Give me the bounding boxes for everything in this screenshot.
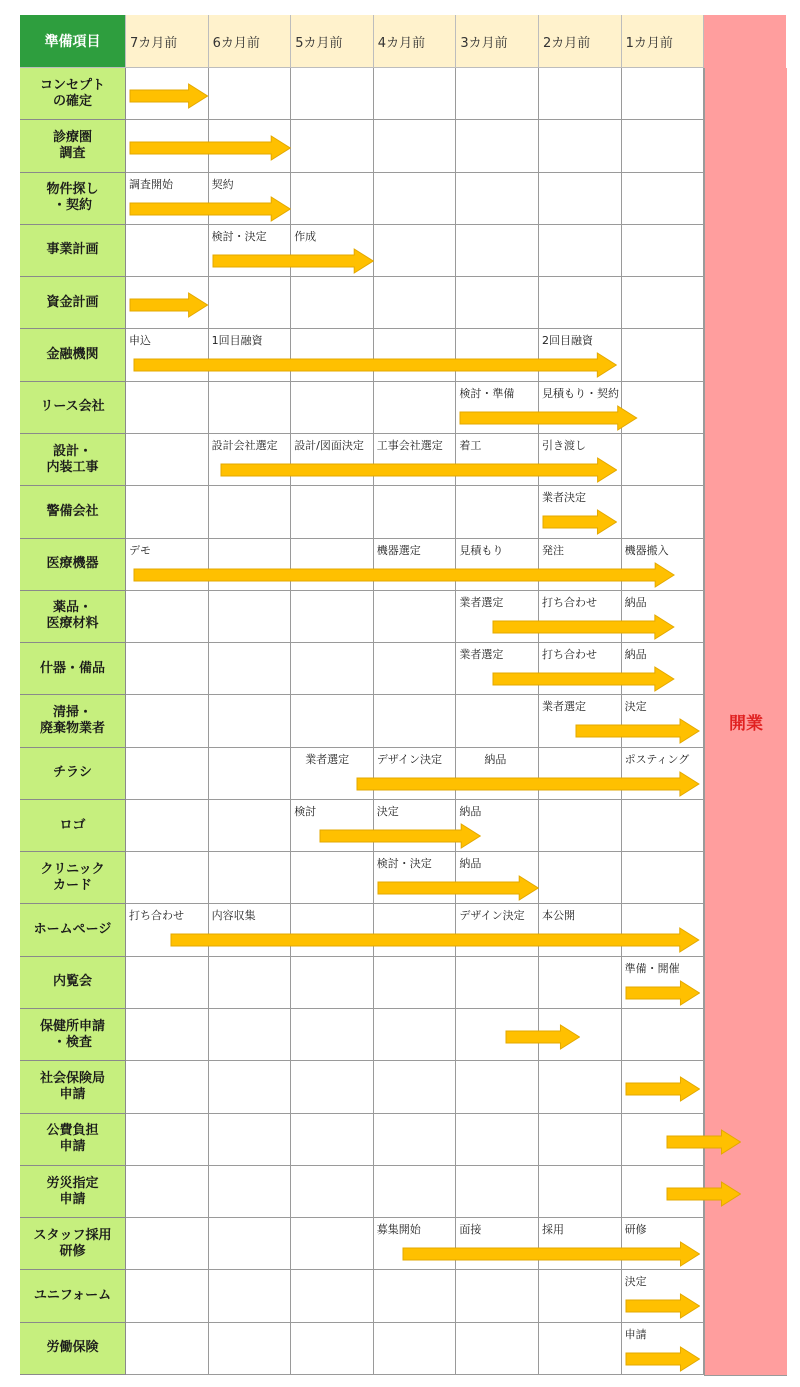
schedule-cell [374, 643, 457, 695]
milestone-note: 業者選定 [459, 648, 504, 662]
row-label: 薬品・ 医療材料 [46, 600, 99, 632]
timeline-arrow [220, 457, 618, 483]
header-month-6 [539, 15, 622, 68]
row-label-cell [20, 643, 126, 695]
header-month-2 [209, 15, 292, 68]
row-label: 警備会社 [46, 503, 99, 519]
header-month-4 [374, 15, 457, 68]
row-label: スタッフ採用 研修 [33, 1227, 112, 1259]
row-label-cell [20, 329, 126, 381]
row-label: ロゴ [59, 817, 86, 833]
milestone-note: 研修 [624, 1223, 647, 1237]
schedule-cell [126, 434, 209, 486]
schedule-cell [126, 852, 209, 904]
schedule-cell [374, 591, 457, 643]
milestone-note: 本公開 [542, 909, 575, 923]
schedule-cell [622, 120, 705, 172]
milestone-note: 引き渡し [542, 438, 586, 452]
milestone-note: 準備・開催 [624, 961, 680, 975]
schedule-cell [622, 329, 705, 381]
milestone-note: ポスティング [624, 752, 690, 766]
schedule-cell [126, 695, 209, 747]
timeline-arrow [129, 83, 209, 109]
schedule-cell [456, 225, 539, 277]
timeline-arrow [666, 1129, 741, 1155]
row-label-cell [20, 800, 126, 852]
header-month-label: 6カ月前 [212, 35, 260, 51]
header-month-7 [622, 15, 705, 68]
timeline-arrow [459, 405, 638, 431]
schedule-cell [209, 748, 292, 800]
milestone-note: 検討 [294, 804, 317, 818]
schedule-cell [291, 486, 374, 538]
header-month-3 [291, 15, 374, 68]
row-label: 金融機関 [46, 347, 99, 363]
header-month-label: 7カ月前 [130, 35, 178, 51]
timeline-arrow [377, 875, 539, 901]
milestone-note: 内容収集 [211, 909, 256, 923]
milestone-note: 業者選定 [459, 595, 504, 609]
milestone-note: 面接 [459, 1223, 482, 1237]
timeline-arrow [575, 718, 700, 744]
schedule-cell [539, 1270, 622, 1322]
schedule-cell [374, 277, 457, 329]
schedule-cell [374, 1323, 457, 1375]
schedule-cell [622, 68, 705, 120]
schedule-cell [291, 957, 374, 1009]
schedule-cell [456, 1061, 539, 1113]
schedule-cell [539, 1061, 622, 1113]
milestone-note: 設計会社選定 [211, 438, 278, 452]
row-label: 保健所申請 ・検査 [39, 1018, 105, 1050]
timeline-arrow [666, 1181, 741, 1207]
schedule-cell [209, 591, 292, 643]
schedule-cell [539, 1166, 622, 1218]
header-item-label: 準備項目 [44, 34, 101, 50]
schedule-cell [456, 486, 539, 538]
row-label: 公費負担 申請 [46, 1123, 99, 1155]
milestone-note: 機器搬入 [624, 543, 669, 557]
schedule-cell [291, 591, 374, 643]
row-label-cell [20, 904, 126, 956]
schedule-cell [291, 695, 374, 747]
schedule-cell [126, 1270, 209, 1322]
schedule-cell [209, 957, 292, 1009]
milestone-note: 契約 [211, 177, 234, 191]
schedule-cell [539, 277, 622, 329]
timeline-arrow [625, 980, 700, 1006]
milestone-note: 申込 [129, 334, 151, 348]
schedule-cell [291, 1061, 374, 1113]
milestone-note: 打ち合わせ [542, 648, 597, 662]
schedule-cell [374, 173, 457, 225]
milestone-note: 設計/図面決定 [294, 438, 364, 452]
milestone-note: 機器選定 [376, 543, 421, 557]
schedule-cell [126, 1323, 209, 1375]
schedule-cell [456, 120, 539, 172]
timeline-arrow [212, 248, 374, 274]
milestone-note: 納品 [624, 595, 647, 609]
schedule-cell [539, 173, 622, 225]
schedule-cell [374, 1009, 457, 1061]
header-month-label: 4カ月前 [377, 35, 426, 51]
schedule-cell [126, 800, 209, 852]
milestone-note: 見積もり [459, 543, 504, 557]
header-item-cell [20, 15, 126, 68]
timeline-arrow [402, 1241, 700, 1267]
milestone-note: 納品 [459, 857, 482, 871]
schedule-cell [622, 486, 705, 538]
schedule-cell [374, 382, 457, 434]
row-label: 物件探し ・契約 [46, 182, 99, 214]
milestone-note: デモ [129, 543, 151, 557]
schedule-cell [456, 957, 539, 1009]
schedule-cell [622, 1009, 705, 1061]
timeline-arrow [542, 509, 617, 535]
schedule-cell [622, 277, 705, 329]
schedule-cell [539, 800, 622, 852]
schedule-cell [456, 695, 539, 747]
row-label: 内覧会 [52, 974, 92, 990]
schedule-cell [539, 68, 622, 120]
schedule-cell [126, 643, 209, 695]
milestone-note: 募集開始 [376, 1223, 421, 1237]
milestone-note: 業者選定 [542, 700, 586, 714]
milestone-note: 調査開始 [129, 177, 173, 191]
schedule-cell [456, 1166, 539, 1218]
schedule-cell [209, 1166, 292, 1218]
schedule-cell [539, 1114, 622, 1166]
milestone-note: 申請 [624, 1327, 647, 1341]
milestone-note: 決定 [624, 1275, 647, 1289]
schedule-cell [291, 120, 374, 172]
schedule-cell [126, 1061, 209, 1113]
schedule-cell [291, 1009, 374, 1061]
schedule-cell [209, 486, 292, 538]
milestone-note: 検討・決定 [376, 857, 432, 871]
schedule-cell [456, 173, 539, 225]
row-label-cell [20, 1323, 126, 1375]
schedule-cell [622, 434, 705, 486]
schedule-cell [456, 1114, 539, 1166]
row-label-cell [20, 1270, 126, 1322]
schedule-cell [374, 1114, 457, 1166]
row-label: 労働保険 [46, 1340, 99, 1356]
row-label: 診療圏 調査 [52, 129, 92, 161]
schedule-cell [209, 1061, 292, 1113]
row-label: 事業計画 [46, 242, 99, 258]
schedule-cell [374, 957, 457, 1009]
schedule-cell [456, 1323, 539, 1375]
timeline-arrow [129, 196, 291, 222]
schedule-cell [539, 120, 622, 172]
row-label: 医療機器 [46, 556, 99, 572]
schedule-cell [209, 643, 292, 695]
timeline-arrow [625, 1076, 700, 1102]
schedule-cell [126, 486, 209, 538]
schedule-cell [126, 1166, 209, 1218]
schedule-cell [374, 225, 457, 277]
schedule-cell [126, 591, 209, 643]
schedule-cell [374, 1270, 457, 1322]
milestone-note: 2回目融資 [542, 334, 593, 348]
row-label: コンセプト の確定 [39, 77, 105, 109]
schedule-cell [126, 1114, 209, 1166]
opening-column [704, 68, 787, 1376]
milestone-note: 見積もり・契約 [542, 386, 619, 400]
row-label-cell [20, 1166, 126, 1218]
schedule-cell [209, 852, 292, 904]
row-label-cell [20, 539, 126, 591]
row-label: ユニフォーム [33, 1288, 112, 1304]
schedule-cell [539, 1323, 622, 1375]
row-label-cell [20, 1218, 126, 1270]
row-label-cell [20, 748, 126, 800]
milestone-note: 着工 [459, 438, 482, 452]
schedule-cell [456, 1270, 539, 1322]
header-month-5 [456, 15, 539, 68]
schedule-cell [374, 68, 457, 120]
row-label-cell [20, 852, 126, 904]
header-month-label: 1カ月前 [625, 35, 673, 51]
row-label: 社会保険局 申請 [39, 1070, 105, 1102]
milestone-note: デザイン決定 [459, 909, 525, 923]
timeline-arrow [625, 1293, 700, 1319]
schedule-cell [209, 695, 292, 747]
row-label-cell [20, 173, 126, 225]
schedule-cell [209, 800, 292, 852]
timeline-arrow [129, 135, 291, 161]
schedule-cell [456, 277, 539, 329]
timeline-arrow [492, 666, 675, 692]
schedule-cell [374, 1061, 457, 1113]
schedule-cell [209, 1270, 292, 1322]
schedule-cell [539, 225, 622, 277]
schedule-cell [374, 1166, 457, 1218]
schedule-cell [209, 382, 292, 434]
schedule-cell [209, 1323, 292, 1375]
row-label-cell [20, 120, 126, 172]
timeline-arrow [625, 1346, 700, 1372]
timeline-arrow [356, 771, 700, 797]
milestone-note: 作成 [294, 229, 317, 243]
schedule-cell [291, 1270, 374, 1322]
milestone-note: 納品 [624, 648, 647, 662]
row-label-cell [20, 1114, 126, 1166]
row-label: 清掃・ 廃棄物業者 [39, 704, 105, 736]
row-label-cell [20, 277, 126, 329]
milestone-note: 決定 [624, 700, 647, 714]
row-label-cell [20, 382, 126, 434]
schedule-cell [209, 1009, 292, 1061]
header-month-1 [126, 15, 209, 68]
schedule-cell [622, 173, 705, 225]
timeline-arrow [170, 927, 700, 953]
milestone-note: 納品 [484, 752, 507, 766]
timeline-arrow [492, 614, 675, 640]
schedule-cell [126, 1218, 209, 1270]
timeline-arrow [505, 1024, 580, 1050]
header-month-label: 5カ月前 [295, 35, 343, 51]
schedule-cell [291, 1218, 374, 1270]
header-month-label: 2カ月前 [543, 35, 591, 51]
row-label: クリニック カード [40, 861, 105, 893]
schedule-cell [126, 748, 209, 800]
schedule-cell [291, 173, 374, 225]
milestone-note: 納品 [459, 804, 482, 818]
timeline-arrow [319, 823, 481, 849]
schedule-cell [456, 68, 539, 120]
milestone-note: 工事会社選定 [376, 438, 443, 452]
schedule-cell [126, 1009, 209, 1061]
milestone-note: 決定 [376, 804, 399, 818]
timeline-arrow [129, 292, 209, 318]
row-label-cell [20, 1009, 126, 1061]
milestone-note: 採用 [542, 1223, 564, 1237]
row-label-cell [20, 434, 126, 486]
row-label: 設計・ 内装工事 [46, 443, 99, 475]
schedule-cell [539, 957, 622, 1009]
header-month-label: 3カ月前 [460, 35, 508, 51]
milestone-note: デザイン決定 [376, 752, 443, 766]
row-label-cell [20, 68, 126, 120]
row-label: ホームページ [33, 922, 112, 938]
schedule-cell [209, 68, 292, 120]
schedule-cell [126, 957, 209, 1009]
row-label-cell [20, 957, 126, 1009]
schedule-cell [622, 225, 705, 277]
row-label: 労災指定 申請 [46, 1175, 99, 1207]
milestone-note: 検討・決定 [211, 229, 267, 243]
schedule-cell [622, 800, 705, 852]
row-label: リース会社 [40, 399, 105, 415]
milestone-note: 業者決定 [542, 491, 586, 505]
schedule-cell [291, 68, 374, 120]
milestone-note: 打ち合わせ [129, 909, 184, 923]
milestone-note: 発注 [542, 543, 564, 557]
row-label: 資金計画 [46, 294, 99, 310]
schedule-cell [291, 1166, 374, 1218]
schedule-cell [539, 852, 622, 904]
schedule-cell [209, 277, 292, 329]
milestone-note: 業者選定 [305, 752, 350, 766]
schedule-cell [374, 120, 457, 172]
row-label-cell [20, 695, 126, 747]
row-label-cell [20, 225, 126, 277]
schedule-cell [209, 1218, 292, 1270]
row-label: 什器・備品 [39, 660, 105, 676]
opening-column-header [704, 15, 786, 68]
milestone-note: 検討・準備 [459, 386, 515, 400]
milestone-note: 打ち合わせ [542, 595, 597, 609]
schedule-cell [291, 277, 374, 329]
schedule-cell [291, 382, 374, 434]
schedule-cell [291, 852, 374, 904]
schedule-cell [126, 225, 209, 277]
opening-label: 開業 [729, 714, 763, 734]
milestone-note: 1回目融資 [211, 334, 263, 348]
timeline-arrow [133, 562, 675, 588]
schedule-cell [291, 643, 374, 695]
schedule-cell [209, 1114, 292, 1166]
schedule-cell [291, 1323, 374, 1375]
row-label-cell [20, 486, 126, 538]
schedule-cell [622, 852, 705, 904]
row-label-cell [20, 591, 126, 643]
row-label: チラシ [52, 765, 92, 781]
row-label-cell [20, 1061, 126, 1113]
schedule-cell [374, 695, 457, 747]
schedule-cell [126, 382, 209, 434]
schedule-cell [374, 486, 457, 538]
timeline-arrow [133, 352, 617, 378]
schedule-cell [291, 1114, 374, 1166]
